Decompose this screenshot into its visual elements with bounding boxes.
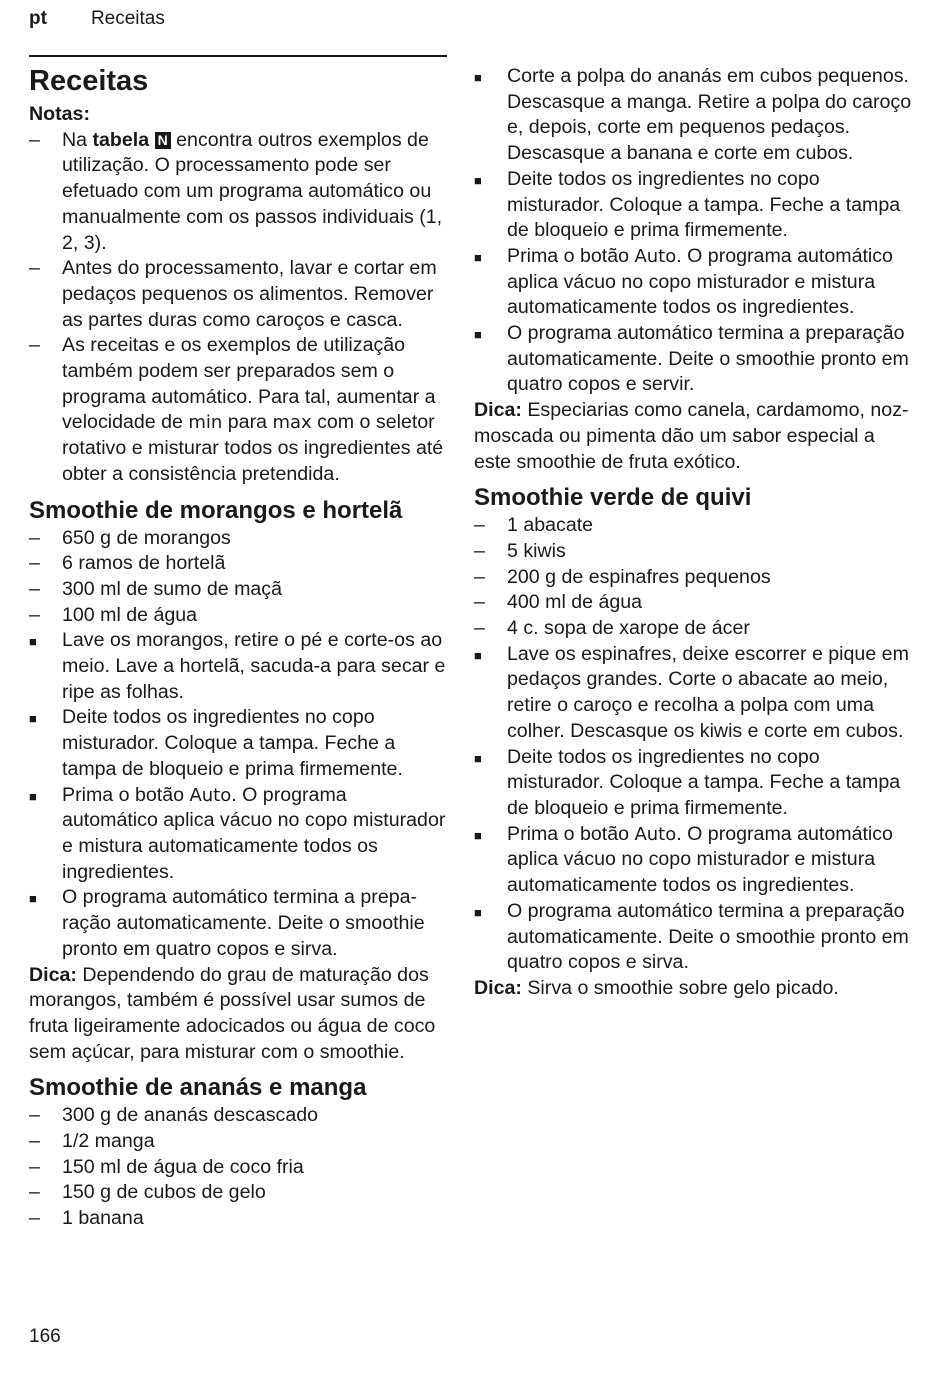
- table-badge: N: [155, 132, 171, 149]
- ingredient-item: – 400 ml de água: [474, 591, 643, 614]
- auto-button-label: Auto: [634, 245, 677, 267]
- tip-paragraph: Dica: Dependendo do grau de maturação dos morangos, também é possível usar sumos de fruta ligeiramente adocicados ou água de coco sem açúcar, para misturar com o smoothie.: [29, 963, 436, 1063]
- auto-button-label: Auto: [634, 823, 677, 845]
- step-item: ■ Deite todos os ingredientes no copo misturador. Coloque a tampa. Feche a tampa de bloqueio e prima firmemente.: [29, 706, 403, 780]
- right-column: [474, 64, 914, 1002]
- page-header: [29, 6, 165, 32]
- step-item: ■ O programa automático termina a preparação automaticamente. Deite o smoothie pronto em quatro copos e sirva.: [29, 886, 425, 960]
- notes-label: Notas:: [29, 103, 90, 125]
- step-item: ■ Deite todos os ingredientes no copo misturador. Coloque a tampa. Feche a tampa de bloqueio e prima firmemente.: [474, 745, 901, 819]
- recipe-title: Smoothie de ananás e manga: [29, 1074, 367, 1102]
- ingredient-item: – 1 banana: [29, 1207, 144, 1230]
- step-item: ■ O programa automático termina a preparação automaticamente. Deite o smoothie pronto em quatro copos e sirva.: [474, 899, 909, 974]
- speed-min-label: min: [188, 412, 223, 434]
- recipe-title: Smoothie de morangos e hortelã: [29, 496, 403, 524]
- note-item: – As receitas e os exemplos de utilização também podem ser preparados sem o programa automático. Para tal, aumentar a velocidade de min para max com o seletor rotativo e misturar todos os ingredientes até obter a consistência pretendida.: [29, 334, 444, 485]
- square-bullet-icon: ■: [474, 172, 482, 188]
- square-bullet-icon: ■: [474, 827, 482, 843]
- speed-max-label: max: [272, 412, 312, 434]
- page-title: Receitas: [29, 65, 149, 97]
- ingredient-item: – 4 c. sopa de xarope de ácer: [474, 617, 750, 640]
- language-code: pt: [29, 8, 47, 29]
- ingredient-item: – 150 g de cubos de gelo: [29, 1181, 266, 1204]
- square-bullet-icon: ■: [474, 904, 482, 920]
- dash-marker: –: [29, 334, 40, 357]
- step-item: ■ Lave os morangos, retire o pé e corte-os ao meio. Lave a hortelã, sacuda-a para secar e ripe as folhas.: [29, 629, 446, 703]
- square-bullet-icon: ■: [29, 891, 37, 907]
- square-bullet-icon: ■: [29, 711, 37, 727]
- step-item: ■ Lave os espinafres, deixe escorrer e pique em pedaços grandes. Corte o abacate ao meio, retire o caroço e recolha a polpa com uma colher. Descasque os kiwis e corte em cubos.: [474, 642, 909, 742]
- step-item: ■ Corte a polpa do ananás em cubos pequenos. Descasque a manga. Retire a polpa do caroço e, depois, corte em pequenos pedaços. Descasque a banana e corte em cubos.: [474, 65, 912, 165]
- ingredient-item: – 1/2 manga: [29, 1130, 155, 1153]
- recipe-title: Smoothie verde de quivi: [474, 484, 752, 512]
- step-item: ■ Deite todos os ingredientes no copo misturador. Coloque a tampa. Feche a tampa de bloqueio e prima firmemente.: [474, 167, 901, 242]
- square-bullet-icon: ■: [29, 788, 37, 804]
- tip-paragraph: Dica: Especiarias como canela, cardamomo, noz-moscada ou pimenta dão um sabor especial a este smoothie de fruta exótico.: [474, 399, 909, 473]
- note-item: – Na tabela N encontra outros exemplos de utilização. O processamento pode ser efetuado com um programa automático ou manualmente com os passos individuais (1, 2, 3).: [29, 128, 443, 254]
- ingredient-item: – 1 abacate: [474, 514, 594, 537]
- ingredient-item: – 650 g de morangos: [29, 526, 231, 549]
- ingredient-item: – 6 ramos de hortelã: [29, 552, 226, 575]
- ingredient-item: – 200 g de espinafres pequenos: [474, 565, 771, 588]
- ingredient-item: – 150 ml de água de coco fria: [29, 1155, 304, 1178]
- step-item: ■ Prima o botão Auto. O programa automático aplica vácuo no copo misturador e mistura automaticamente todos os ingredientes.: [29, 783, 446, 883]
- ingredient-item: – 300 g de ananás descascado: [29, 1104, 319, 1127]
- page-number: 166: [29, 1326, 61, 1347]
- square-bullet-icon: ■: [29, 634, 37, 650]
- step-item: ■ Prima o botão Auto. O programa automático aplica vácuo no copo misturador e mistura automaticamente todos os ingredientes.: [474, 244, 893, 319]
- tip-paragraph: Dica: Sirva o smoothie sobre gelo picado.: [474, 976, 839, 999]
- ingredient-item: – 300 ml de sumo de maçã: [29, 577, 282, 600]
- header-rule: [29, 55, 447, 57]
- table-reference: tabela: [92, 128, 150, 151]
- dash-marker: –: [29, 128, 40, 151]
- note-item: – Antes do processamento, lavar e cortar em pedaços pequenos os alimentos. Remover as partes duras como caroços e casca.: [29, 257, 437, 331]
- auto-button-label: Auto: [189, 784, 232, 806]
- square-bullet-icon: ■: [474, 327, 482, 343]
- header-section-title: Receitas: [90, 8, 165, 29]
- square-bullet-icon: ■: [474, 750, 482, 766]
- dash-marker: –: [29, 257, 40, 280]
- square-bullet-icon: ■: [474, 70, 482, 85]
- ingredient-item: – 100 ml de água: [29, 603, 198, 626]
- square-bullet-icon: ■: [474, 647, 482, 663]
- step-item: ■ Prima o botão Auto. O programa automático aplica vácuo no copo misturador e mistura automaticamente todos os ingredientes.: [474, 822, 893, 897]
- step-item: ■ O programa automático termina a preparação automaticamente. Deite o smoothie pronto em quatro copos e servir.: [474, 322, 909, 396]
- left-column: [29, 64, 447, 1232]
- ingredient-item: – 5 kiwis: [474, 539, 566, 562]
- square-bullet-icon: ■: [474, 249, 482, 265]
